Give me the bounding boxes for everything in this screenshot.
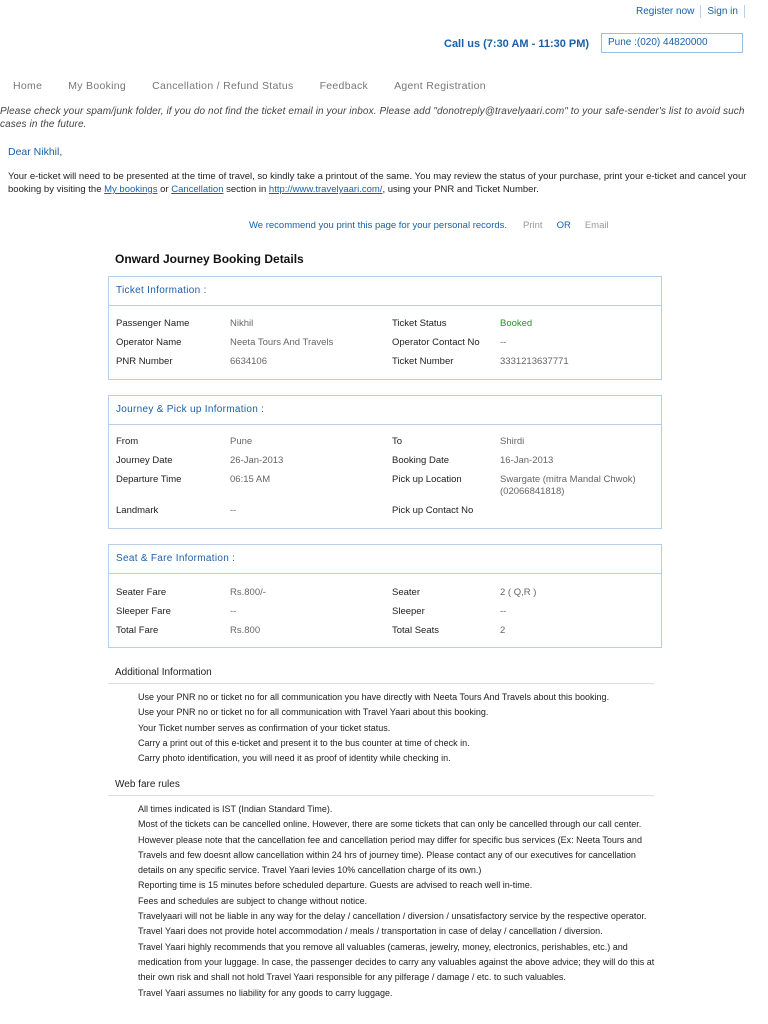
pnr-label: PNR Number: [116, 356, 173, 367]
list-item: Reporting time is 15 minutes before scheduled departure. Guests are advised to reach well in-time.: [138, 880, 533, 891]
sleeper-fare-value: --: [230, 606, 237, 617]
nav-agent-registration[interactable]: Agent Registration: [394, 80, 486, 92]
operator-label: Operator Name: [116, 337, 182, 348]
to-value: Shirdi: [500, 436, 525, 447]
cancellation-link[interactable]: Cancellation: [171, 184, 224, 195]
list-item: Travel Yaari highly recommends that you remove all valuables (cameras, jewelry, money, electronics, perishables, etc.) and medication from your luggage. In case, the passenger decides to carry any valuables against the above advice; they will do this at their own risk and shall not hold Travel Yaari responsible for any pilferage / damage / etc. to such valuables.: [138, 941, 655, 983]
site-link[interactable]: http://www.travelyaari.com/: [268, 184, 383, 195]
journey-date-value: 26-Jan-2013: [230, 455, 284, 466]
operator-contact-label: Operator Contact No: [392, 337, 480, 348]
nav-feedback[interactable]: Feedback: [319, 80, 369, 92]
from-value: Pune: [230, 436, 253, 447]
city-phone-field[interactable]: Pune :(020) 44820000: [601, 33, 743, 53]
ticket-info-panel: [108, 276, 662, 380]
departure-label: Departure Time: [116, 474, 182, 485]
seater-fare-value: Rs.800/-: [230, 587, 266, 598]
intro-or: or: [157, 184, 172, 195]
print-recommendation: [249, 220, 609, 231]
list-item: All times indicated is IST (Indian Standard Time).: [138, 804, 333, 814]
journey-date-label: Journey Date: [116, 455, 173, 466]
ticket-number-label: Ticket Number: [392, 356, 454, 367]
seater-fare-label: Seater Fare: [116, 587, 167, 598]
spam-notice: Please check your spam/junk folder, if you do not find the ticket email in your inbox. Please add "donotreply@travelyaari.com" to your safe-sender's list to avoid such cases in the future.: [0, 106, 745, 130]
to-label: To: [392, 436, 403, 447]
pickup-location-value: Swargate (mitra Mandal Chwok)(02066841818): [500, 474, 636, 497]
list-item: However please note that the cancellation fee and cancellation period may differ for specific bus services (Ex: Neeta Tours and Travels and few doesnt allow cancellation within 24 hrs of journey time). Please contact any of our executives for cancellation details on any specific service. Travel Yaari levies 10% cancellation charge of its own.): [138, 834, 642, 876]
operator-contact-value: --: [500, 337, 507, 348]
fare-rules-title: Web fare rules: [115, 779, 180, 790]
pnr-value: 6634106: [230, 356, 267, 367]
status-badge: Booked: [500, 318, 533, 329]
ticket-info-header: Ticket Information :: [109, 277, 661, 306]
top-links: [630, 5, 745, 18]
sleeper-value: --: [500, 606, 507, 617]
list-item: Travelyaari will not be liable in any way for the delay / cancellation / diversion / unsatisfactory service by the respective operator.: [138, 911, 647, 922]
list-item: Carry photo identification, you will need it as proof of identity while checking in.: [138, 753, 451, 764]
recommend-text: We recommend you print this page for your personal records.: [249, 220, 508, 231]
intro-part3: , using your PNR and Ticket Number.: [382, 184, 539, 195]
intro-part2: section in: [223, 184, 269, 195]
email-link[interactable]: Email: [584, 220, 609, 231]
ticket-number-value: 3331213637771: [500, 356, 569, 367]
list-item: Travel Yaari does not provide hotel accommodation / meals / transportation in case of delay / cancellation / diversion.: [138, 926, 603, 937]
register-link[interactable]: Register now: [630, 5, 701, 18]
departure-value: 06:15 AM: [230, 474, 271, 485]
journey-info-header: Journey & Pick up Information :: [109, 396, 661, 425]
or-label: OR: [556, 220, 571, 231]
sleeper-fare-label: Sleeper Fare: [116, 606, 171, 617]
signin-link[interactable]: Sign in: [701, 5, 745, 18]
fare-info-panel: [108, 544, 662, 648]
nav-my-booking[interactable]: My Booking: [68, 80, 127, 92]
page-title: Onward Journey Booking Details: [115, 252, 304, 266]
additional-divider: [108, 683, 654, 684]
booking-date-label: Booking Date: [392, 455, 450, 466]
main-nav: [0, 80, 499, 92]
total-seats-value: 2: [500, 625, 506, 636]
fare-info-header: Seat & Fare Information :: [109, 545, 661, 574]
from-label: From: [116, 436, 139, 447]
nav-cancellation[interactable]: Cancellation / Refund Status: [152, 80, 294, 92]
pickup-contact-label: Pick up Contact No: [392, 505, 474, 516]
landmark-value: --: [230, 505, 237, 516]
nav-home[interactable]: Home: [13, 80, 43, 92]
operator-value: Neeta Tours And Travels: [230, 337, 334, 348]
list-item: Carry a print out of this e-ticket and present it to the bus counter at time of check in.: [138, 737, 470, 748]
call-us-label: Call us (7:30 AM - 11:30 PM): [444, 38, 590, 50]
intro-part1: Your e-ticket will need to be presented at the time of travel, so kindly take a printout of the same. You may review the status of your purchase, print your e-ticket and cancel your booking by visiting the: [8, 171, 747, 195]
booking-date-value: 16-Jan-2013: [500, 455, 554, 466]
intro-text: [8, 170, 753, 196]
total-seats-label: Total Seats: [392, 625, 439, 636]
list-item: Use your PNR no or ticket no for all communication you have directly with Neeta Tours And Travels about this booking.: [138, 692, 610, 702]
my-bookings-link[interactable]: My bookings: [104, 184, 158, 195]
rules-divider: [108, 795, 654, 796]
print-link[interactable]: Print: [523, 220, 543, 231]
greeting: Dear Nikhil,: [8, 146, 63, 158]
additional-info-title: Additional Information: [115, 667, 212, 678]
total-fare-label: Total Fare: [116, 625, 159, 636]
list-item: Travel Yaari assumes no liability for any goods to carry luggage.: [138, 987, 393, 998]
list-item: Your Ticket number serves as confirmation of your ticket status.: [138, 722, 391, 733]
total-fare-value: Rs.800: [230, 625, 261, 636]
sleeper-label: Sleeper: [392, 606, 425, 617]
list-item: Most of the tickets can be cancelled online. However, there are some tickets that can only be cancelled through our call center.: [138, 819, 642, 830]
list-item: Fees and schedules are subject to change without notice.: [138, 895, 368, 906]
passenger-label: Passenger Name: [116, 318, 190, 329]
pickup-location-label: Pick up Location: [392, 474, 462, 485]
passenger-value: Nikhil: [230, 318, 254, 329]
landmark-label: Landmark: [116, 505, 159, 516]
additional-info-list: [138, 690, 658, 766]
seater-value: 2 ( Q,R ): [500, 587, 537, 598]
journey-info-panel: [108, 395, 662, 529]
seater-label: Seater: [392, 587, 420, 598]
list-item: Use your PNR no or ticket no for all communication with Travel Yaari about this booking.: [138, 707, 489, 718]
status-label: Ticket Status: [392, 318, 447, 329]
fare-rules-list: [138, 802, 658, 1001]
